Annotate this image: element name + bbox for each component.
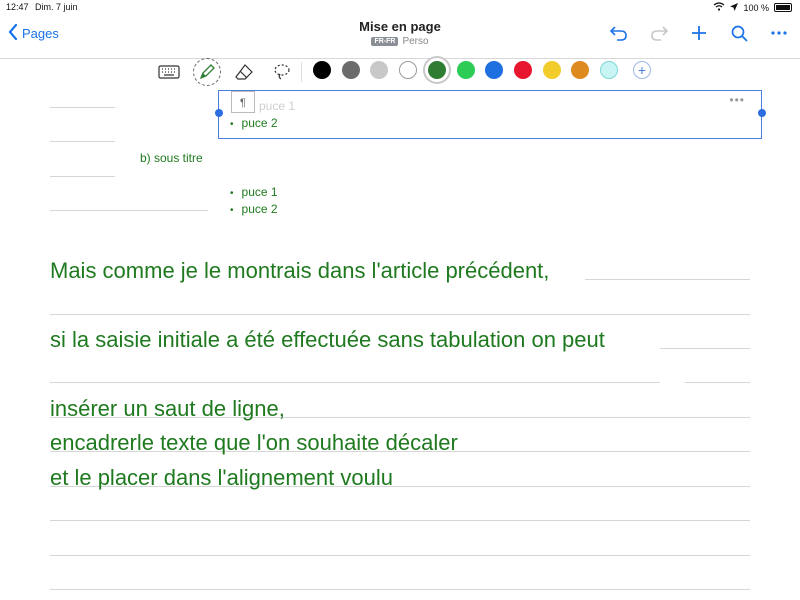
color-swatch[interactable] bbox=[571, 61, 589, 79]
ruled-line bbox=[50, 589, 750, 590]
color-swatch[interactable] bbox=[457, 61, 475, 79]
back-label: Pages bbox=[22, 26, 59, 41]
status-time: 12:47 bbox=[6, 2, 29, 12]
pen-tool[interactable] bbox=[193, 58, 221, 86]
ruled-line bbox=[660, 348, 750, 349]
handwriting-line: encadrerle texte que l'on souhaite décaler bbox=[50, 430, 458, 455]
status-right bbox=[713, 2, 792, 13]
color-swatch[interactable] bbox=[485, 61, 503, 79]
ink-toolbar bbox=[0, 58, 800, 86]
locale-badge: FR-FR bbox=[371, 37, 398, 46]
color-swatch[interactable] bbox=[370, 61, 388, 79]
bullet-item: • puce 2 bbox=[230, 116, 278, 130]
nav-actions bbox=[608, 22, 790, 44]
page-title: Mise en page bbox=[359, 19, 441, 34]
undo-icon[interactable] bbox=[608, 22, 630, 44]
ruled-line bbox=[50, 520, 750, 521]
selection-handle-right[interactable] bbox=[758, 109, 766, 117]
notebook-name: Perso bbox=[402, 36, 429, 47]
ruled-line bbox=[585, 279, 750, 280]
bullet-item: • puce 2 bbox=[230, 202, 278, 216]
status-date: Dim. 7 juin bbox=[35, 2, 78, 12]
nav-bar bbox=[0, 14, 800, 59]
add-color-button[interactable]: + bbox=[633, 61, 651, 79]
ruled-line bbox=[50, 314, 750, 315]
color-swatch[interactable] bbox=[342, 61, 360, 79]
search-icon[interactable] bbox=[728, 22, 750, 44]
add-icon[interactable] bbox=[688, 22, 710, 44]
handwriting-line: insérer un saut de ligne, bbox=[50, 396, 285, 421]
note-page[interactable] bbox=[0, 86, 800, 600]
location-icon bbox=[730, 3, 738, 13]
toolbar-divider bbox=[301, 62, 302, 82]
handwriting-line: si la saisie initiale a été effectuée sans tabulation on peut bbox=[50, 327, 605, 352]
selection-handle-left[interactable] bbox=[215, 109, 223, 117]
battery-icon bbox=[774, 3, 792, 12]
wifi-icon bbox=[713, 2, 725, 13]
ruled-line bbox=[50, 382, 660, 383]
ruled-line bbox=[50, 107, 115, 108]
color-swatch[interactable] bbox=[313, 61, 331, 79]
ruled-line bbox=[50, 210, 208, 211]
status-bar bbox=[0, 0, 800, 14]
subtitle-text: b) sous titre bbox=[140, 151, 203, 165]
handwriting-line: et le placer dans l'alignement voulu bbox=[50, 465, 393, 490]
ruled-line bbox=[685, 382, 750, 383]
ruled-line bbox=[50, 555, 750, 556]
selection-ghost-text: puce 1 bbox=[259, 99, 296, 113]
selection-more-icon[interactable]: ••• bbox=[729, 93, 745, 107]
more-icon[interactable] bbox=[768, 22, 790, 44]
bullet-item: • puce 1 bbox=[230, 185, 278, 199]
redo-icon[interactable] bbox=[648, 22, 670, 44]
handwriting-line: Mais comme je le montrais dans l'article précédent, bbox=[50, 258, 550, 283]
lasso-icon[interactable] bbox=[268, 58, 296, 86]
color-swatch[interactable] bbox=[543, 61, 561, 79]
color-swatch[interactable] bbox=[514, 61, 532, 79]
paragraph-icon[interactable]: ¶ bbox=[231, 91, 255, 113]
battery-text: 100 % bbox=[743, 2, 769, 13]
color-swatch[interactable] bbox=[399, 61, 417, 79]
ruled-line bbox=[50, 176, 115, 177]
eraser-icon[interactable] bbox=[230, 58, 258, 86]
keyboard-icon[interactable] bbox=[155, 58, 183, 86]
ruled-line bbox=[50, 141, 115, 142]
selection-box[interactable] bbox=[218, 90, 762, 139]
pen-icon bbox=[193, 58, 221, 86]
color-swatch[interactable] bbox=[428, 61, 446, 79]
color-swatch[interactable] bbox=[600, 61, 618, 79]
